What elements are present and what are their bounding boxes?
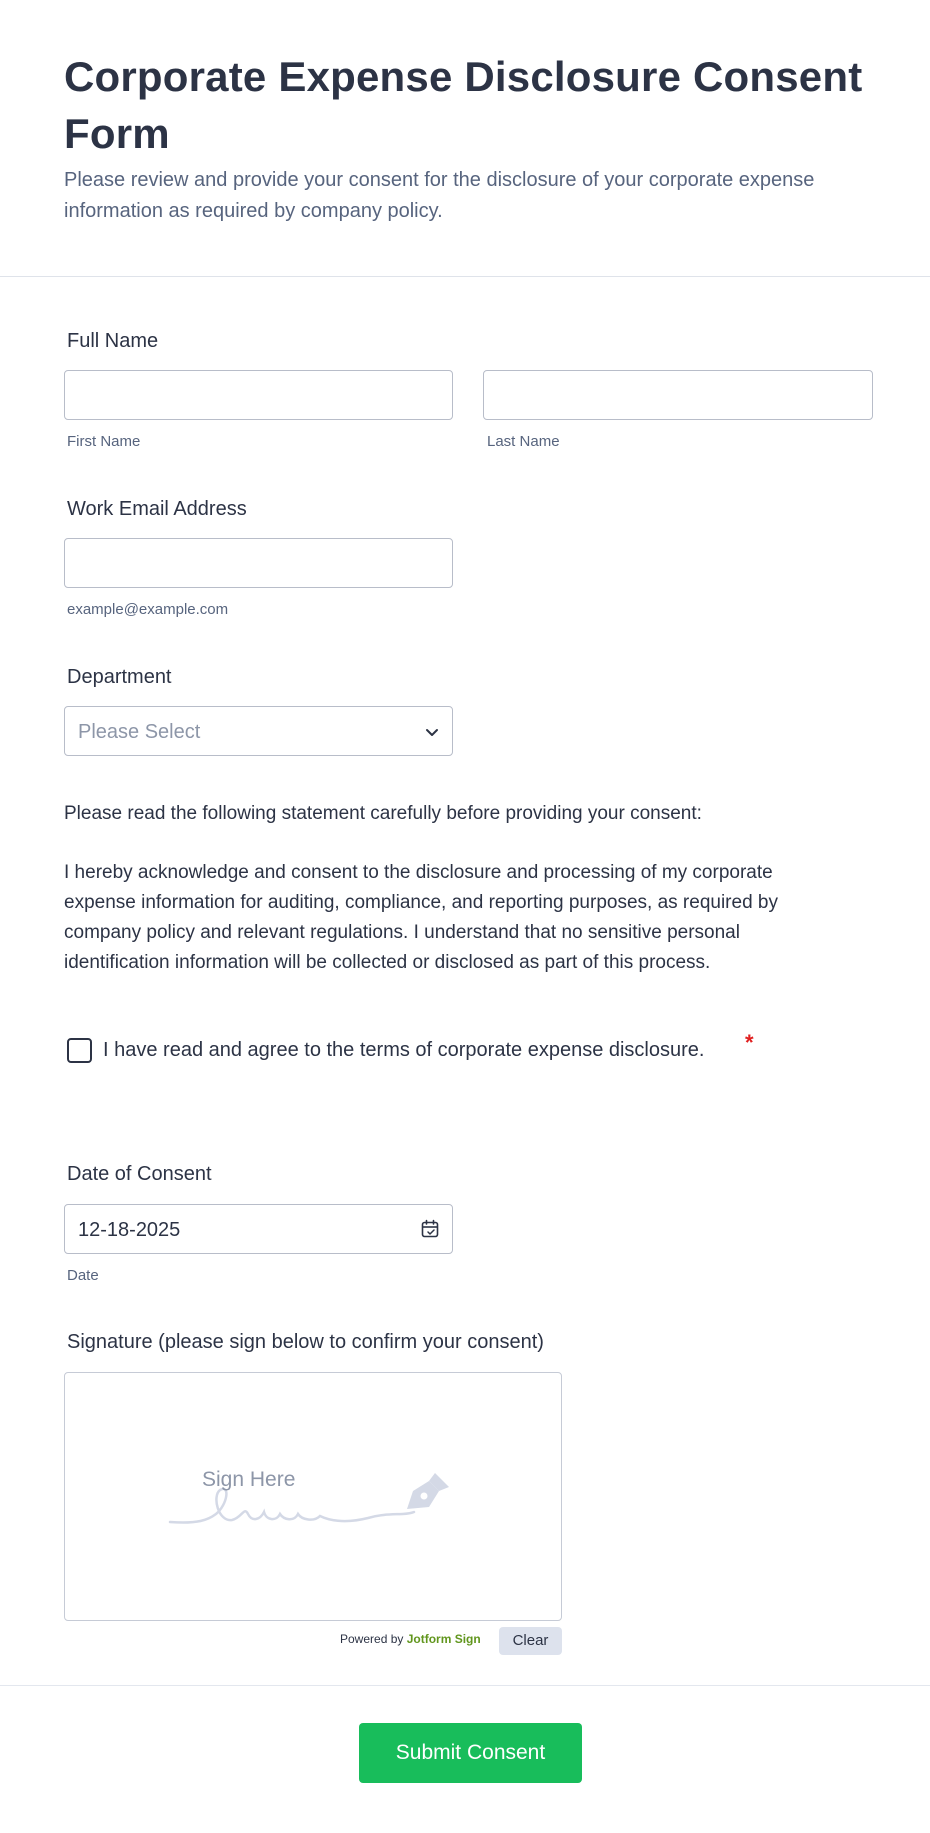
email-input[interactable]	[64, 538, 453, 588]
form-title: Corporate Expense Disclosure Consent Form	[64, 53, 863, 157]
chevron-down-icon	[422, 722, 442, 742]
date-value: 12-18-2025	[78, 1219, 181, 1241]
submit-button[interactable]: Submit Consent	[359, 1723, 582, 1783]
agreement-label[interactable]: I have read and agree to the terms of corporate expense disclosure.	[103, 1039, 705, 1061]
date-input[interactable]	[64, 1204, 453, 1254]
full-name-label: Full Name	[67, 330, 159, 352]
first-name-input[interactable]	[64, 370, 453, 420]
date-sublabel: Date	[67, 1267, 99, 1284]
date-label: Date of Consent	[67, 1163, 212, 1185]
last-name-sublabel: Last Name	[487, 433, 560, 450]
statement-intro: Please read the following statement carefully before providing your consent:	[64, 803, 702, 824]
email-sublabel: example@example.com	[67, 601, 229, 618]
department-selected-value: Please Select	[78, 721, 201, 743]
form-subtitle: Please review and provide your consent for the disclosure of your corporate expense information as required by company policy.	[64, 169, 815, 222]
statement-body: I hereby acknowledge and consent to the disclosure and processing of my corporate expense information for auditing, compliance, and reporting purposes, as required by company policy and relevant regulations. I understand that no sensitive personal identification information will be collected or disclosed as part of this process.	[64, 862, 778, 973]
email-label: Work Email Address	[67, 498, 247, 520]
required-asterisk: *	[745, 1030, 754, 1055]
first-name-sublabel: First Name	[67, 433, 141, 450]
sign-here-placeholder: Sign Here	[202, 1468, 296, 1491]
agreement-checkbox[interactable]	[67, 1038, 92, 1063]
calendar-icon[interactable]	[420, 1219, 440, 1239]
last-name-input[interactable]	[483, 370, 873, 420]
signature-label: Signature (please sign below to confirm your consent)	[67, 1331, 544, 1353]
form-header	[0, 0, 930, 277]
department-select[interactable]	[64, 706, 453, 756]
jotform-sign-brand: Jotform Sign	[406, 1632, 481, 1646]
department-label: Department	[67, 666, 172, 688]
pen-nib-icon	[403, 1469, 453, 1513]
powered-by-text	[340, 1631, 481, 1647]
powered-prefix: Powered by	[340, 1632, 404, 1646]
clear-signature-button[interactable]: Clear	[499, 1627, 562, 1655]
